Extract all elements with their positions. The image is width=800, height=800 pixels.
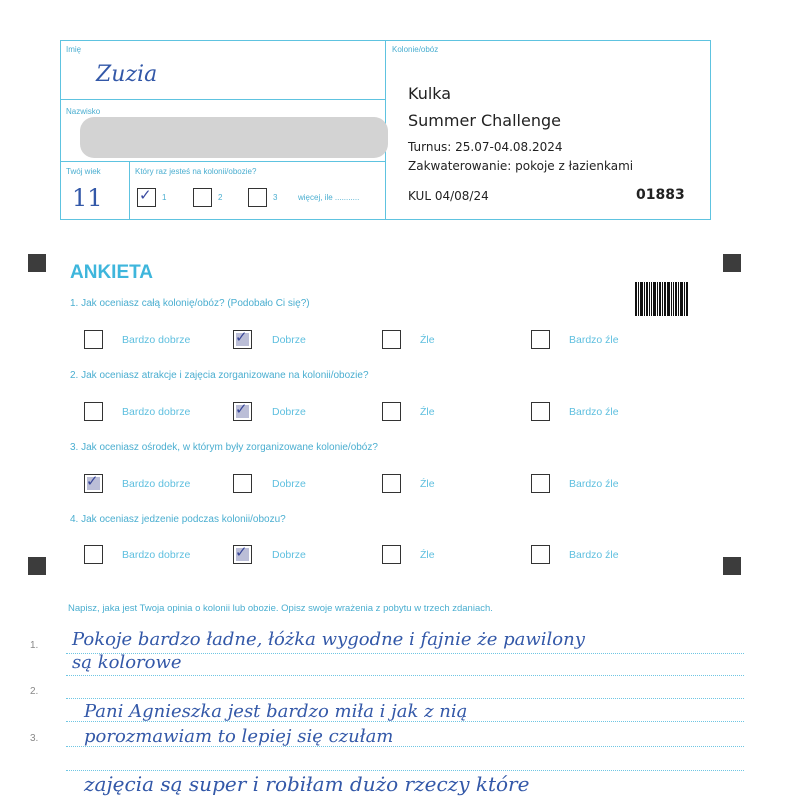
option-label: Dobrze	[272, 334, 306, 346]
q2-option-good[interactable]	[233, 402, 252, 421]
option-label: Bardzo dobrze	[122, 334, 191, 346]
option-label: Bardzo dobrze	[122, 478, 191, 490]
q3-option-very-bad[interactable]	[531, 474, 550, 493]
q1-option-very-bad[interactable]	[531, 330, 550, 349]
registration-mark	[723, 557, 741, 575]
q3-option-very-good[interactable]	[84, 474, 103, 493]
handwritten-line-3: Pani Agnieszka jest bardzo miła i jak z nią	[84, 701, 468, 722]
handwritten-line-4: porozmawiam to lepiej się czułam	[84, 726, 394, 747]
option-label: Dobrze	[272, 549, 306, 561]
option-label: Bardzo źle	[569, 478, 619, 490]
q2-option-very-bad[interactable]	[531, 402, 550, 421]
handwritten-line-2: są kolorowe	[72, 652, 182, 673]
times-checkbox-2[interactable]	[193, 188, 212, 207]
q2-option-very-good[interactable]	[84, 402, 103, 421]
registration-mark	[28, 254, 46, 272]
q4-option-very-bad[interactable]	[531, 545, 550, 564]
times-more: więcej, ile ...........	[298, 193, 360, 202]
redacted-last-name	[80, 117, 388, 158]
q1-option-good[interactable]	[233, 330, 252, 349]
q3-option-bad[interactable]	[382, 474, 401, 493]
writing-line[interactable]	[66, 675, 744, 676]
last-name-label: Nazwisko	[66, 107, 101, 116]
times-label: Który raz jesteś na kolonii/obozie?	[135, 167, 257, 176]
check-mark-icon: ✓	[235, 328, 248, 346]
age-value: 11	[72, 184, 103, 212]
times-checkbox-3[interactable]	[248, 188, 267, 207]
form-number: 01883	[636, 187, 685, 203]
camp-label: Kolonie/obóz	[392, 45, 439, 54]
option-label: Dobrze	[272, 406, 306, 418]
opinion-instruction: Napisz, jaka jest Twoja opinia o kolonii lub obozie. Opisz swoje wrażenia z pobytu w trzech zdaniach.	[68, 603, 493, 614]
camp-code: KUL 04/08/24	[408, 189, 489, 203]
line-number-2: 2.	[30, 686, 39, 697]
barcode-image	[635, 282, 689, 316]
option-label: Źle	[420, 406, 435, 418]
first-name-value: Zuzia	[96, 62, 158, 87]
q2-option-bad[interactable]	[382, 402, 401, 421]
handwritten-line-5: zajęcia są super i robiłam dużo rzeczy które	[84, 772, 530, 796]
camp-accommodation: Zakwaterowanie: pokoje z łazienkami	[408, 159, 634, 173]
option-label: Bardzo dobrze	[122, 406, 191, 418]
writing-line[interactable]	[66, 698, 744, 699]
survey-title: ANKIETA	[70, 262, 154, 283]
option-label: Bardzo źle	[569, 334, 619, 346]
q4-option-very-good[interactable]	[84, 545, 103, 564]
camp-term: Turnus: 25.07-04.08.2024	[408, 140, 563, 154]
q4-option-bad[interactable]	[382, 545, 401, 564]
check-mark-icon: ✓	[235, 543, 248, 561]
line-number-3: 3.	[30, 733, 39, 744]
registration-mark	[28, 557, 46, 575]
q4-option-good[interactable]	[233, 545, 252, 564]
times-checkbox-1[interactable]	[137, 188, 156, 207]
handwritten-line-1: Pokoje bardzo ładne, łóżka wygodne i fajnie że pawilony	[72, 629, 585, 650]
q3-option-good[interactable]	[233, 474, 252, 493]
question-4: 4. Jak oceniasz jedzenie podczas kolonii/obozu?	[70, 514, 286, 525]
question-2: 2. Jak oceniasz atrakcje i zajęcia zorganizowane na kolonii/obozie?	[70, 370, 369, 381]
q1-option-bad[interactable]	[382, 330, 401, 349]
q1-option-very-good[interactable]	[84, 330, 103, 349]
times-option-3: 3	[273, 193, 278, 202]
option-label: Źle	[420, 334, 435, 346]
option-label: Bardzo źle	[569, 406, 619, 418]
check-mark-icon: ✓	[235, 400, 248, 418]
registration-mark	[723, 254, 741, 272]
age-label: Twój wiek	[66, 167, 101, 176]
times-option-1: 1	[162, 193, 167, 202]
check-mark-icon: ✓	[139, 186, 152, 204]
camp-program: Summer Challenge	[408, 111, 561, 130]
option-label: Bardzo dobrze	[122, 549, 191, 561]
option-label: Bardzo źle	[569, 549, 619, 561]
check-mark-icon: ✓	[86, 472, 99, 490]
option-label: Dobrze	[272, 478, 306, 490]
writing-line[interactable]	[66, 770, 744, 771]
option-label: Źle	[420, 478, 435, 490]
times-option-2: 2	[218, 193, 223, 202]
camp-name: Kulka	[408, 84, 452, 103]
option-label: Źle	[420, 549, 435, 561]
question-1: 1. Jak oceniasz całą kolonię/obóz? (Podobało Ci się?)	[70, 298, 310, 309]
line-number-1: 1.	[30, 640, 39, 651]
first-name-label: Imię	[66, 45, 82, 54]
question-3: 3. Jak oceniasz ośrodek, w którym były zorganizowane kolonie/obóz?	[70, 442, 378, 453]
